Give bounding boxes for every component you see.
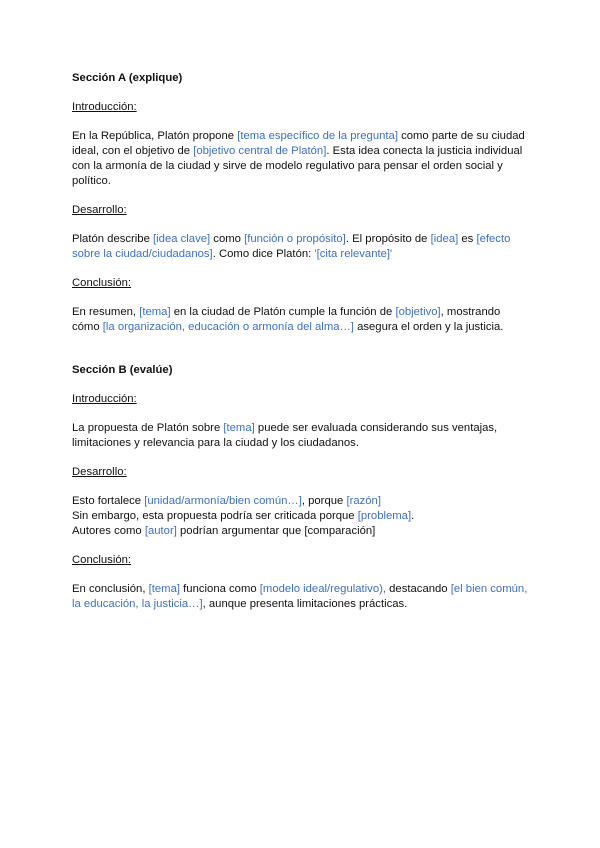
placeholder-text: [tema] [223, 422, 255, 434]
text-run: . [411, 510, 415, 522]
placeholder-text: [objetivo] [395, 306, 441, 318]
text-run: asegura el orden y la justicia. [353, 321, 504, 333]
placeholder-text: [el bien común, la educación, la justicia…] [72, 583, 528, 610]
section-b-intro-heading: Introducción: [72, 393, 137, 405]
placeholder-text: [función o propósito] [244, 233, 346, 245]
dev-line [72, 494, 530, 509]
text-run: en la ciudad de Platón cumple la función de [170, 306, 396, 318]
placeholder-text: [unidad/armonía/bien común…] [144, 495, 302, 507]
placeholder-text: [objetivo central de Platón] [193, 145, 327, 157]
placeholder-text: '[cita relevante]' [314, 248, 393, 260]
text-run: . Como dice Platón: [212, 248, 315, 260]
section-a-intro-paragraph [72, 129, 530, 189]
placeholder-text: [efecto sobre la ciudad/ciudadanos] [72, 233, 511, 260]
section-b-concl-paragraph [72, 582, 530, 612]
text-run: destacando [386, 583, 451, 595]
text-run: . El propósito de [345, 233, 431, 245]
placeholder-text: [razón] [346, 495, 381, 507]
placeholder-text: [problema] [357, 510, 412, 522]
text-run: funciona como [180, 583, 260, 595]
text-run: puede ser evaluada considerando sus ventajas, limitaciones y relevancia para la ciudad y los ciudadanos. [72, 422, 498, 449]
text-run: Sin embargo, esta propuesta podría ser criticada porque [72, 510, 358, 522]
section-spacer [72, 349, 530, 363]
placeholder-text: [tema] [148, 583, 181, 595]
placeholder-text: [autor] [144, 525, 177, 537]
dev-line [72, 509, 530, 524]
placeholder-text: [idea clave] [153, 233, 211, 245]
section-b-concl-heading: Conclusión: [72, 554, 132, 566]
text-run: La propuesta de Platón sobre [72, 422, 224, 434]
text-run: como parte de su ciudad ideal, con el objetivo de [72, 130, 525, 157]
text-run: podrían argumentar que [comparación] [176, 525, 376, 537]
placeholder-text: [modelo ideal/regulativo), [259, 583, 387, 595]
section-b-title: Sección B (evalúe) [72, 364, 173, 376]
section-b-dev-heading: Desarrollo: [72, 466, 127, 478]
text-run: , aunque presenta limitaciones prácticas. [202, 598, 408, 610]
section-a-title: Sección A (explique) [72, 72, 183, 84]
placeholder-text: [idea] [430, 233, 459, 245]
text-run: Esto fortalece [72, 495, 145, 507]
section-b-intro-paragraph [72, 421, 530, 451]
text-run: En resumen, [72, 306, 140, 318]
section-a-concl-heading: Conclusión: [72, 277, 132, 289]
text-run: , mostrando cómo [72, 306, 501, 333]
section-a-intro-heading: Introducción: [72, 101, 137, 113]
section-a-dev-heading: Desarrollo: [72, 204, 127, 216]
placeholder-text: [tema específico de la pregunta] [237, 130, 398, 142]
text-run: Autores como [72, 525, 145, 537]
placeholder-text: [tema] [139, 306, 171, 318]
text-run: En la República, Platón propone [72, 130, 238, 142]
section-a-concl-paragraph [72, 305, 530, 335]
text-run: , porque [301, 495, 347, 507]
text-run: Platón describe [72, 233, 154, 245]
text-run: como [210, 233, 245, 245]
section-a-dev-paragraph [72, 232, 530, 262]
text-run: es [458, 233, 477, 245]
dev-line [72, 524, 530, 539]
text-run: . Esta idea conecta la justicia individual con la armonía de la ciudad y sirve de modelo regulativo para pensar el orden social y político. [72, 145, 523, 187]
section-b-dev-paragraph [72, 494, 530, 539]
placeholder-text: [la organización, educación o armonía del alma…] [102, 321, 354, 333]
text-run: En conclusión, [72, 583, 149, 595]
